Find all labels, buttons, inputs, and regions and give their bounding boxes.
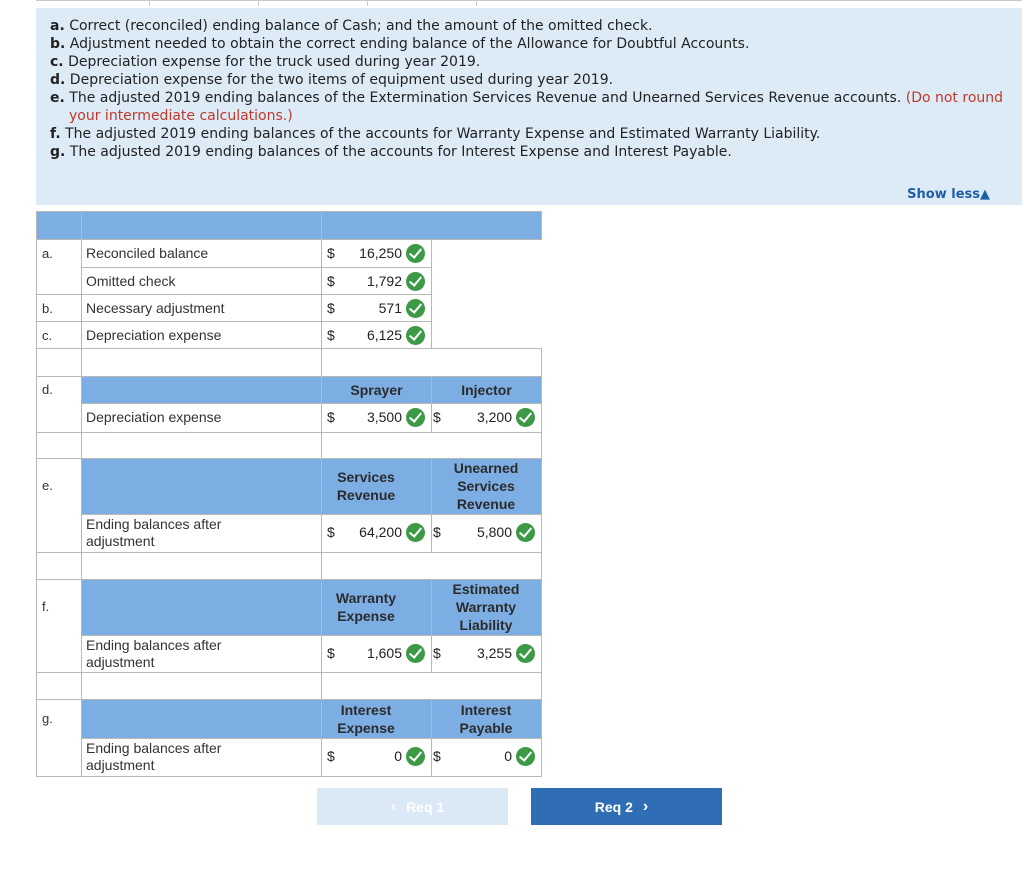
check-icon (406, 272, 425, 291)
reconciled-balance-value[interactable]: 16,250 (359, 245, 402, 261)
interest-expense-column-header: Interest Expense (337, 702, 395, 736)
instruction-item: f. The adjusted 2019 ending balances of the accounts for Warranty Expense and Estimated Warranty Liability. (50, 126, 821, 142)
currency-sign: $ (327, 409, 335, 425)
estimated-warranty-liability-value[interactable]: 3,255 (476, 645, 512, 661)
rounding-note: (Do not round your intermediate calculations.) (69, 90, 1004, 124)
prev-req-button[interactable]: ‹ Req 1 (317, 788, 508, 825)
currency-sign: $ (327, 645, 335, 661)
instruction-item: c. Depreciation expense for the truck used during year 2019. (50, 54, 481, 70)
injector-depreciation-value[interactable]: 3,200 (476, 409, 512, 425)
instruction-item: d. Depreciation expense for the two items of equipment used during year 2019. (50, 72, 614, 88)
instruction-item: g. The adjusted 2019 ending balances of the accounts for Interest Expense and Interest Payable. (50, 144, 732, 160)
check-icon (516, 523, 535, 542)
warranty-expense-value[interactable]: 1,605 (366, 645, 402, 661)
check-icon (406, 326, 425, 345)
interest-expense-value[interactable]: 0 (394, 748, 402, 764)
unearned-services-revenue-column-header: Unearned Services Revenue (453, 460, 519, 512)
interest-payable-column-header: Interest Payable (459, 702, 513, 736)
check-icon (516, 644, 535, 663)
truck-depreciation-label: Depreciation expense (86, 327, 222, 343)
instruction-list (50, 17, 1014, 161)
currency-sign: $ (433, 409, 441, 425)
row-letter: d. (42, 382, 53, 397)
sprayer-column-header: Sprayer (350, 382, 403, 398)
services-revenue-value[interactable]: 64,200 (359, 524, 402, 540)
instruction-item: e. The adjusted 2019 ending balances of the Extermination Services Revenue and Unearned Services Revenue accounts. (Do not round your intermediate calculations.) (50, 90, 1004, 124)
check-icon (516, 747, 535, 766)
currency-sign: $ (327, 300, 335, 316)
currency-sign: $ (433, 748, 441, 764)
check-icon (516, 408, 535, 427)
triangle-up-icon: ▲ (980, 187, 990, 202)
check-icon (406, 644, 425, 663)
services-ending-balance-label: Ending balances after adjustment (86, 516, 222, 549)
check-icon (406, 244, 425, 263)
check-icon (406, 408, 425, 427)
equipment-depreciation-label: Depreciation expense (86, 409, 222, 425)
currency-sign: $ (327, 273, 335, 289)
currency-sign: $ (327, 524, 335, 540)
interest-payable-value[interactable]: 0 (504, 748, 512, 764)
check-icon (406, 523, 425, 542)
check-icon (406, 299, 425, 318)
answer-grid (36, 211, 542, 777)
warranty-expense-column-header: Warranty Expense (335, 590, 397, 624)
show-less-link[interactable]: Show less▲ (907, 187, 990, 202)
reconciled-balance-label: Reconciled balance (86, 245, 209, 261)
row-letter: e. (42, 478, 53, 493)
truck-depreciation-value[interactable]: 6,125 (366, 327, 402, 343)
row-letter: a. (42, 246, 53, 261)
interest-ending-balance-label: Ending balances after adjustment (86, 740, 222, 773)
instruction-item: b. Adjustment needed to obtain the correct ending balance of the Allowance for Doubtful Accounts. (50, 36, 750, 52)
necessary-adjustment-label: Necessary adjustment (86, 300, 225, 316)
necessary-adjustment-value[interactable]: 571 (378, 300, 402, 316)
instructions-panel (36, 8, 1022, 205)
instruction-item: a. Correct (reconciled) ending balance of Cash; and the amount of the omitted check. (50, 18, 653, 34)
currency-sign: $ (433, 645, 441, 661)
next-req-button[interactable]: Req 2 › (531, 788, 722, 825)
services-revenue-column-header: Services Revenue (336, 469, 396, 503)
row-letter: f. (42, 599, 50, 614)
unearned-services-revenue-value[interactable]: 5,800 (476, 524, 512, 540)
chevron-right-icon: › (642, 797, 649, 815)
warranty-ending-balance-label: Ending balances after adjustment (86, 637, 222, 670)
row-letter: b. (42, 301, 53, 316)
currency-sign: $ (433, 524, 441, 540)
sprayer-depreciation-value[interactable]: 3,500 (366, 409, 402, 425)
injector-column-header: Injector (461, 382, 512, 398)
tab-strip (36, 0, 1022, 7)
row-letter: c. (42, 328, 53, 343)
currency-sign: $ (327, 245, 335, 261)
currency-sign: $ (327, 748, 335, 764)
chevron-left-icon: ‹ (390, 797, 397, 815)
row-letter: g. (42, 711, 53, 726)
omitted-check-label: Omitted check (86, 273, 176, 289)
check-icon (406, 747, 425, 766)
estimated-warranty-liability-column-header: Estimated Warranty Liability (452, 581, 520, 633)
currency-sign: $ (327, 327, 335, 343)
omitted-check-value[interactable]: 1,792 (366, 273, 402, 289)
